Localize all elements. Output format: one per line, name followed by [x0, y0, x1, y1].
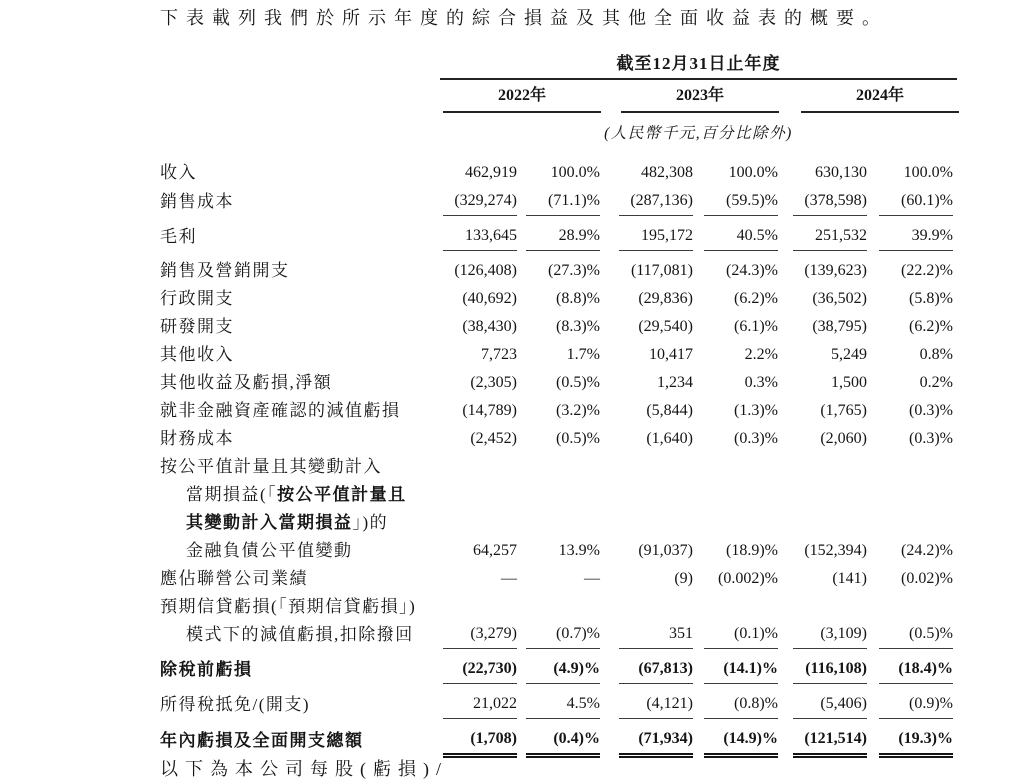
amount-cell: (1,708) — [443, 725, 513, 755]
amount-cell: (152,394) — [804, 542, 867, 559]
intro-text: 下表載列我們於所示年度的綜合損益及其他全面收益表的概要。 — [160, 8, 888, 28]
row-label — [160, 453, 443, 565]
percent-cell: 4.5% — [513, 690, 600, 719]
amount-cell: 351 — [600, 620, 693, 649]
percent-cell: (0.5)% — [867, 620, 953, 649]
percent-cell: 40.5% — [693, 222, 778, 251]
row-label — [160, 425, 443, 453]
row-label — [160, 285, 443, 313]
row-label — [160, 341, 443, 369]
percent-cell: (0.8)% — [693, 690, 778, 719]
percent-cell: (0.7)% — [513, 620, 600, 649]
table-row — [160, 655, 953, 684]
table-row — [160, 593, 953, 649]
amount-cell: (4,121) — [600, 690, 693, 719]
percent-cell: (6.2)% — [734, 290, 778, 307]
amount-cell: (9) — [674, 570, 693, 587]
percent-cell: (60.1)% — [867, 187, 953, 216]
label-line: 除稅前虧損 — [160, 660, 253, 679]
label-line: 年內虧損及全面開支總額 — [160, 731, 364, 750]
percent-cell: (1.3)% — [734, 402, 778, 419]
row-label — [160, 397, 443, 425]
table-row — [160, 425, 953, 453]
percent-cell: (8.8)% — [556, 290, 600, 307]
percent-cell: (0.3)% — [909, 402, 953, 419]
amount-cell: 5,249 — [831, 346, 867, 363]
amount-cell: (40,692) — [462, 290, 517, 307]
percent-cell: 100.0% — [550, 164, 600, 181]
percent-cell: (59.5)% — [693, 187, 778, 216]
table-row — [160, 397, 953, 425]
amount-cell: — — [501, 570, 517, 587]
amount-cell: (1,640) — [646, 430, 693, 447]
table-row — [160, 690, 953, 719]
amount-cell: 251,532 — [778, 222, 867, 251]
percent-cell: (14.9)% — [693, 725, 778, 755]
percent-cell: (0.5)% — [556, 374, 600, 391]
percent-cell: (0.9)% — [867, 690, 953, 719]
table-row — [160, 187, 953, 216]
row-label — [160, 257, 443, 285]
percent-cell: (6.2)% — [909, 318, 953, 335]
amount-cell: (14,789) — [462, 402, 517, 419]
percent-cell: (27.3)% — [548, 262, 600, 279]
label-line: 預期信貸虧損(「預期信貸虧損」) — [160, 597, 417, 616]
row-label — [160, 593, 443, 649]
amount-cell: 21,022 — [443, 690, 513, 719]
amount-cell: 630,130 — [815, 164, 867, 181]
percent-cell: 100.0% — [728, 164, 778, 181]
label-line: 收入 — [160, 163, 197, 182]
percent-cell: (5.8)% — [909, 290, 953, 307]
table-row — [160, 565, 953, 593]
percent-cell: (8.3)% — [556, 318, 600, 335]
amount-cell: (1,765) — [820, 402, 867, 419]
amount-cell: (3,279) — [443, 620, 513, 649]
table-row — [160, 341, 953, 369]
row-label — [160, 727, 443, 755]
year-col-2022: 2022年 — [443, 84, 601, 113]
period-header: 截至12月31日止年度 — [616, 54, 781, 73]
amount-cell: (2,452) — [470, 430, 517, 447]
label-line: 模式下的減值虧損,扣除撥回 — [186, 625, 414, 644]
row-label — [160, 223, 443, 251]
amount-cell: (287,136) — [600, 187, 693, 216]
amount-cell: (5,406) — [778, 690, 867, 719]
amount-cell: 133,645 — [443, 222, 513, 251]
percent-cell: (14.1)% — [693, 655, 778, 684]
label-line: 其變動計入當期損益」)的 — [186, 513, 389, 532]
amount-cell: (38,795) — [812, 318, 867, 335]
label-line: 當期損益(「按公平值計量且 — [186, 485, 407, 504]
amount-cell: (71,934) — [600, 725, 693, 755]
percent-cell: (0.02)% — [901, 570, 953, 587]
amount-cell: (36,502) — [812, 290, 867, 307]
row-label — [160, 313, 443, 341]
percent-cell: (6.1)% — [734, 318, 778, 335]
percent-cell: (18.9)% — [726, 542, 778, 559]
row-label — [160, 159, 443, 187]
percent-cell: 0.2% — [919, 374, 953, 391]
amount-cell: (141) — [832, 570, 867, 587]
row-label — [160, 565, 443, 593]
amount-cell: (38,430) — [462, 318, 517, 335]
amount-cell: (117,081) — [630, 262, 693, 279]
percent-cell: 0.8% — [919, 346, 953, 363]
percent-cell: 2.2% — [744, 346, 778, 363]
label-line: 金融負債公平值變動 — [186, 541, 353, 560]
amount-cell: (2,060) — [820, 430, 867, 447]
amount-cell: (5,844) — [646, 402, 693, 419]
amount-cell: (91,037) — [638, 542, 693, 559]
amount-cell: (2,305) — [470, 374, 517, 391]
label-line: 按公平值計量且其變動計入 — [160, 457, 382, 476]
label-line: 研發開支 — [160, 317, 234, 336]
percent-cell: — — [584, 570, 600, 587]
amount-cell: (29,540) — [638, 318, 693, 335]
percent-cell: 0.3% — [744, 374, 778, 391]
percent-cell: (24.2)% — [901, 542, 953, 559]
amount-cell: 64,257 — [473, 542, 517, 559]
percent-cell: (71.1)% — [513, 187, 600, 216]
percent-cell: (24.3)% — [726, 262, 778, 279]
table-row — [160, 285, 953, 313]
row-label — [160, 188, 443, 216]
table-body — [160, 159, 953, 755]
amount-cell: 195,172 — [600, 222, 693, 251]
amount-cell: (29,836) — [638, 290, 693, 307]
table-row — [160, 369, 953, 397]
amount-cell: (378,598) — [778, 187, 867, 216]
table-row — [160, 159, 953, 187]
label-line: 應佔聯營公司業績 — [160, 569, 308, 588]
amount-cell: 482,308 — [641, 164, 693, 181]
percent-cell: (0.5)% — [556, 430, 600, 447]
label-line: 行政開支 — [160, 289, 234, 308]
amount-cell: 1,234 — [657, 374, 693, 391]
amount-cell: (139,623) — [804, 262, 867, 279]
table-header — [440, 53, 957, 143]
amount-cell: 10,417 — [649, 346, 693, 363]
percent-cell: (4.9)% — [513, 655, 600, 684]
percent-cell: 100.0% — [903, 164, 953, 181]
percent-cell: (0.3)% — [734, 430, 778, 447]
percent-cell: (0.3)% — [909, 430, 953, 447]
percent-cell: 28.9% — [513, 222, 600, 251]
row-label — [160, 369, 443, 397]
table-row — [160, 257, 953, 285]
amount-cell: (67,813) — [600, 655, 693, 684]
percent-cell: 39.9% — [867, 222, 953, 251]
year-columns — [440, 80, 957, 114]
percent-cell: (18.4)% — [867, 655, 953, 684]
table-row — [160, 222, 953, 251]
label-line: 其他收益及虧損,淨額 — [160, 373, 333, 392]
label-line: 銷售成本 — [160, 192, 234, 211]
percent-cell: (0.002)% — [718, 570, 778, 587]
amount-cell: (126,408) — [454, 262, 517, 279]
percent-cell: (22.2)% — [901, 262, 953, 279]
unit-note: (人民幣千元,百分比除外) — [604, 125, 793, 142]
amount-cell: (121,514) — [778, 725, 867, 755]
percent-cell: 1.7% — [566, 346, 600, 363]
amount-cell: (116,108) — [778, 655, 867, 684]
label-line: 其他收入 — [160, 345, 234, 364]
label-line: 所得稅抵免/(開支) — [160, 695, 311, 714]
table-row — [160, 725, 953, 755]
clipped-footer-text: 以下為本公司每股(虧損)/ — [160, 759, 448, 779]
amount-cell: 7,723 — [481, 346, 517, 363]
amount-cell: 462,919 — [465, 164, 517, 181]
percent-cell: (0.4)% — [513, 725, 600, 755]
amount-cell: (22,730) — [443, 655, 513, 684]
label-line: 毛利 — [160, 227, 197, 246]
percent-cell: (19.3)% — [867, 725, 953, 755]
amount-cell: 1,500 — [831, 374, 867, 391]
percent-cell: (3.2)% — [556, 402, 600, 419]
label-line: 財務成本 — [160, 429, 234, 448]
percent-cell: 13.9% — [558, 542, 600, 559]
table-row — [160, 453, 953, 565]
label-line: 就非金融資產確認的減值虧損 — [160, 401, 401, 420]
amount-cell: (3,109) — [778, 620, 867, 649]
percent-cell: (0.1)% — [693, 620, 778, 649]
label-line: 銷售及營銷開支 — [160, 261, 290, 280]
row-label — [160, 691, 443, 719]
amount-cell: (329,274) — [443, 187, 513, 216]
row-label — [160, 656, 443, 684]
table-row — [160, 313, 953, 341]
year-col-2024: 2024年 — [801, 84, 959, 113]
year-col-2023: 2023年 — [621, 84, 779, 113]
